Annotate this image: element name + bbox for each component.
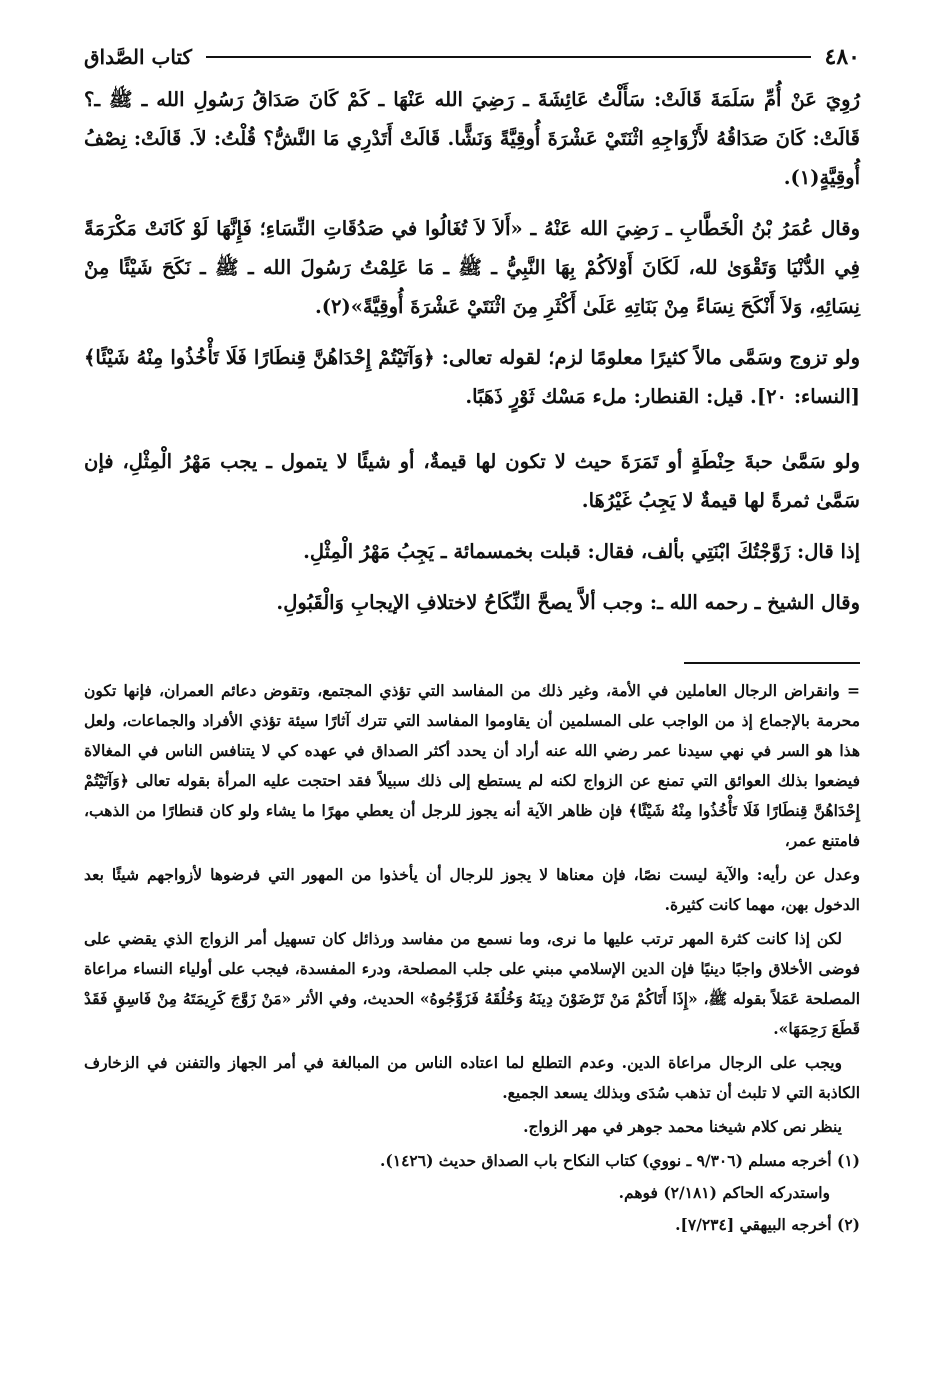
footnote-ref-1: (١) أخرجه مسلم (٩/٣٠٦ ـ نووي) كتاب النكاح باب الصداق حديث (١٤٢٦). [380,1151,860,1170]
header-rule [206,56,811,58]
page-number: ٤٨٠ [824,44,860,70]
paragraph-thousand: إذا قال: زَوَّجْتُكَ ابْنَتِي بألف، فقال: قبلت بخمسمائة ـ يَجِبُ مَهْرُ الْمِثْلِ. [303,540,860,563]
page-header [84,40,860,74]
footnote-paragraph: = وانقراض الرجال العاملين في الأمة، وغير ذلك من المفاسد التي تؤذي المجتمع، وتقوض دعائم العمران، فإنها تكون محرمة بالإجماع إذ من الواجب على المسلمين أن يقاوموا المفاسد التي تترك آثارًا سيئة تؤذي الأفراد والجماعات، ولعل هذا هو السر في نهي سيدنا عمر رضي الله عنه أراد أن يحدد أكثر الصداق في عهده كي لا يتنافس الناس في المغالاة فيضعوا بذلك العوائق التي تمنع عن الزواج لكنه لم يستطع إلى ذلك سبيلاً فقد احتجت عليه المرأة بقوله تعالى ﴿وَآتَيْتُمْ إِحْدَاهُنَّ قِنطَارًا فَلَا تَأْخُذُوا مِنْهُ شَيْئًا﴾ فإن ظاهر الآية أنه يجوز للرجل أن يعطي مهرًا ما يشاء ولو كان قنطارًا من الذهب، فامتنع عمر، [84,681,860,850]
paragraph-umar-saying: وقال عُمَرُ بْنُ الْخَطَّابِ ـ رَضِيَ الله عَنْهُ ـ «أَلاَ لاَ تُغَالُوا في صَدُقَاتِ النِّسَاءِ؛ فَإِنَّهَا لَوْ كَانَتْ مَكْرَمَةً فِي الدُّنْيَا وَتَقْوَىٰ لله، لَكَانَ أَوْلاَكُمْ بِهَا النَّبِيُّ ـ ﷺ ـ مَا عَلِمْتُ رَسُولَ الله ـ ﷺ ـ نَكَحَ شَيْئًا مِنْ نِسَائِهِ، وَلاَ أَنْكَحَ نِسَاءً مِنْ بَنَاتِهِ عَلَىٰ أَكْثَرِ مِنَ اثْنَتَيْ عَشْرَةَ أُوقِيَّةً»(٢). [84,217,860,318]
footnote-paragraph: ينظر نص كلام شيخنا محمد جوهر في مهر الزواج. [523,1117,842,1136]
book-title: كتاب الصَّداق [84,45,193,69]
paragraph-hadith-umm-salama: رُوِيَ عَنْ أُمِّ سَلَمَةَ قَالَتْ: سَأَلْتُ عَائِشَةَ ـ رَضِيَ الله عَنْهَا ـ كَمْ كَانَ صَدَاقُ رَسُولِ الله ـ ﷺ ـ؟ قَالَتْ: كَانَ صَدَاقُهُ لأَزْوَاجِهِ اثْنَتَيْ عَشْرَةَ أُوقِيَّةً وَنَشًّا. قَالَتْ أَتَدْرِي مَا النَّشُّ؟ قُلْتُ: لاَ. قَالَتْ: نِصْفُ أُوقِيَّةٍ(١). [84,88,860,189]
footnote-ref-2: (٢) أخرجه البيهقي [٧/٢٣٤]. [675,1215,860,1234]
footnote-separator [684,662,860,664]
footnote-paragraph: وعدل عن رأيه: والآية ليست نصًا، فإن معناها لا يجوز للرجال أن يأخذوا من المهور التي فرضوها لأزواجهم شيئًا بعد الدخول بهن، مهما كانت كثيرة. [84,865,860,914]
main-text [84,80,860,622]
paragraph-qintar: ولو تزوج وسَمَّى مالاً كثيرًا معلومًا لزم؛ لقوله تعالى: ﴿وَآتَيْتُمْ إِحْدَاهُنَّ قِنطَارًا فَلَا تَأْخُذُوا مِنْهُ شَيْئًا﴾ [النساء: ٢٠]. قيل: القنطار: ملء مَسْك ثَوْرٍ ذَهَبًا. [84,346,860,408]
footnote-paragraph: ويجب على الرجال مراعاة الدين. وعدم التطلع لما اعتاده الناس من المبالغة في أمر الجهاز والتفنن في الزخارف الكاذبة التي لا تلبث أن تذهب سُدَى وبذلك يسعد الجميع. [84,1053,860,1102]
footnote-paragraph: لكن إذا كانت كثرة المهر ترتب عليها ما نرى، وما نسمع من مفاسد ورذائل كان تسهيل أمر الزواج الذي يقضي على فوضى الأخلاق واجبًا دينيًا فإن الدين الإسلامي مبني على جلب المصلحة، ودرء المفسدة، فيجب على أولياء النساء مراعاة المصلحة عَمَلاً بقوله ﷺ، «إِذَا أَتَاكُمْ مَنْ تَرْضَوْنَ دِينَهُ وَخُلُقَهُ فَزَوِّجُوهُ» الحديث، وفي الأثر «مَنْ زَوَّجَ كَرِيمَتَهُ مِنْ فَاسِقٍ فَقَدْ قَطَعَ رَحِمَهَا». [84,929,860,1038]
paragraph-wheat-grain: ولو سَمَّىٰ حبةَ حِنْطَةٍ أو تَمَرَةَ حيث لا تكون لها قيمةٌ، أو شيئًا لا يتمول ـ يجب مَهْرُ الْمِثْلِ، فإن سَمَّىٰ ثمرةً لها قيمةٌ لا يَجِبُ غَيْرُهَا. [84,450,860,512]
footnotes [84,676,860,1240]
paragraph-sheikh-opinion: وقال الشيخ ـ رحمه الله ـ: وجب ألاَّ يصحَّ النِّكَاحُ لاختلافِ الإيجابِ وَالْقَبُولِ. [276,591,860,614]
footnote-ref-1-note: واستدركه الحاكم (٢/١٨١) فوهم. [618,1183,830,1202]
